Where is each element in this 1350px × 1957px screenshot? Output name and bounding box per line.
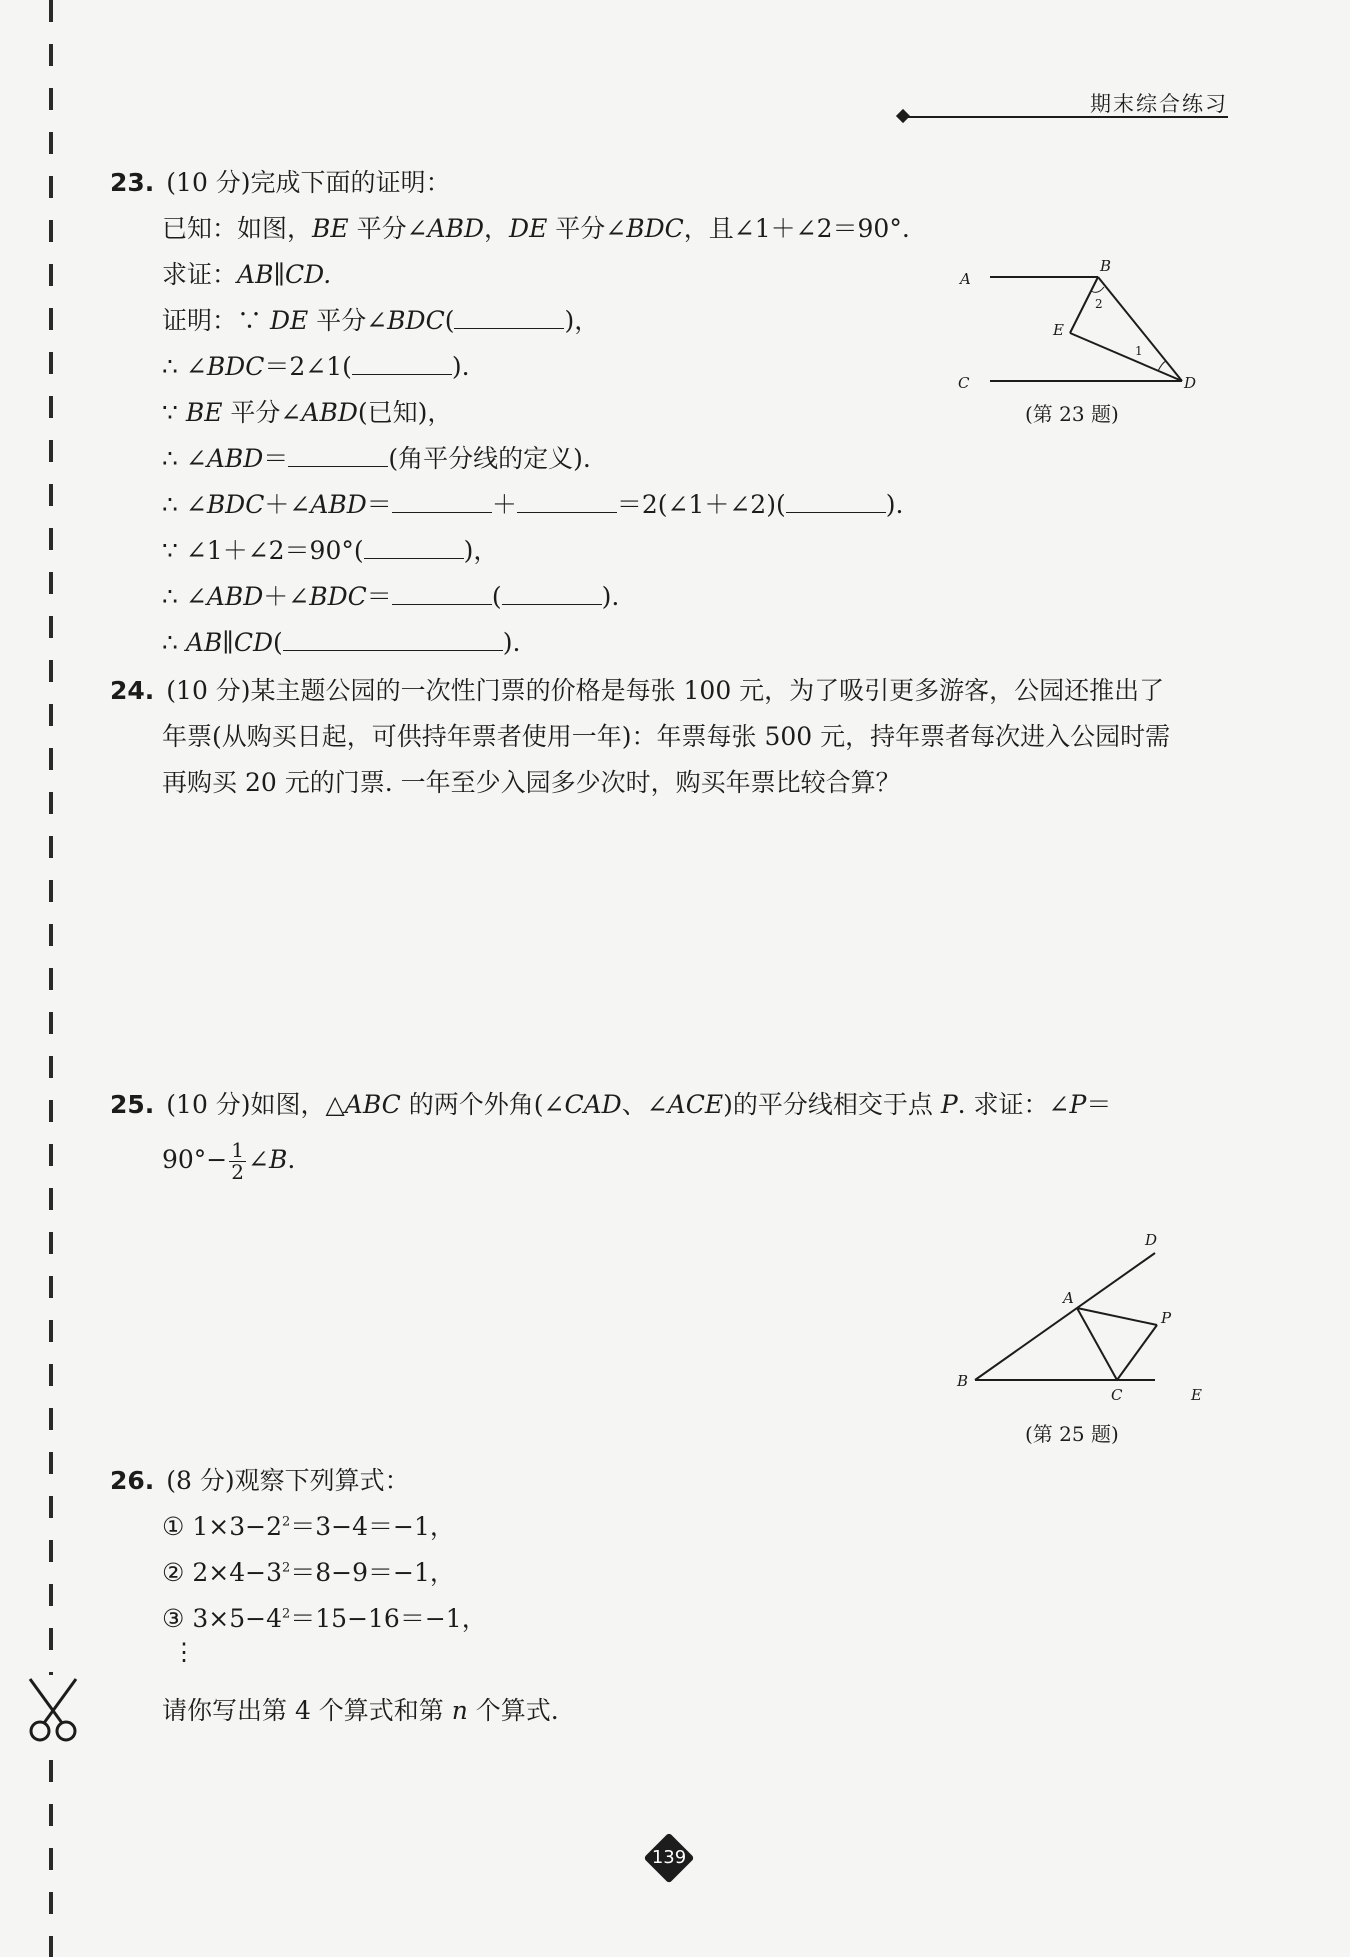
q25-line-2: 90°− $\frac{1}{2}$ ∠B. bbox=[162, 1138, 296, 1184]
q23-proof-line-3: ∵ BE 平分∠ABD(已知)， bbox=[162, 398, 453, 427]
q26-equation-1: ① $1\times 3-2^2=3-4=-1$， bbox=[162, 1512, 455, 1541]
q26-intro: 26. (8 分)观察下列算式： bbox=[110, 1466, 410, 1495]
q23-proof-line-2: ∴ ∠BDC＝2∠1( ). bbox=[162, 352, 470, 381]
header-rule bbox=[905, 116, 1228, 118]
q23-proof-line-6: ∵ ∠1＋∠2＝90°( )， bbox=[162, 536, 499, 565]
page-number-badge bbox=[647, 1836, 691, 1880]
fraction-one-half: $\frac{1}{2}$ bbox=[231, 1138, 244, 1184]
q23-figure bbox=[950, 255, 1210, 409]
fig25-label-b: B bbox=[957, 1372, 969, 1390]
answer-blank[interactable] bbox=[288, 444, 388, 467]
q23-prove: 求证：AB∥CD. bbox=[162, 260, 332, 289]
fig23-label-a: A bbox=[960, 270, 971, 288]
q23-proof-line-8: ∴ AB∥CD( ). bbox=[162, 628, 521, 657]
q25-figure bbox=[945, 1225, 1215, 1409]
q23-proof-line-7: ∴ ∠ABD＋∠BDC＝ ( ). bbox=[162, 582, 620, 611]
q23-intro: 23. (10 分)完成下面的证明： bbox=[110, 168, 451, 197]
vertical-ellipsis: ⋮ bbox=[172, 1638, 196, 1666]
fig23-label-angle-2: 2 bbox=[1095, 297, 1103, 311]
q24-line-3: 再购买 20 元的门票. 一年至少入园多少次时，购买年票比较合算？ bbox=[162, 768, 901, 797]
fig23-label-b: B bbox=[1100, 257, 1112, 275]
scissors-icon bbox=[22, 1675, 84, 1745]
fig25-label-a: A bbox=[1063, 1289, 1074, 1307]
answer-blank[interactable] bbox=[364, 536, 464, 559]
q24-line-2: 年票(从购买日起，可供持年票者使用一年)：年票每张 500 元，持年票者每次进入公园时需 bbox=[162, 722, 1171, 751]
answer-blank[interactable] bbox=[392, 582, 492, 605]
section-title: 期末综合练习 bbox=[1090, 92, 1228, 116]
q24-line-1: 24. (10 分)某主题公园的一次性门票的价格是每张 100 元，为了吸引更多游客，公园还推出了 bbox=[110, 676, 1165, 705]
q26-equation-2: ② $2\times 4-3^2=8-9=-1$， bbox=[162, 1558, 455, 1587]
answer-blank[interactable] bbox=[502, 582, 602, 605]
q26-equation-3: ③ $3\times 5-4^2=15-16=-1$， bbox=[162, 1604, 487, 1633]
q25-figure-caption: (第 25 题) bbox=[1025, 1422, 1119, 1446]
answer-blank[interactable] bbox=[786, 490, 886, 513]
fig25-label-e: E bbox=[1191, 1386, 1202, 1404]
fig25-label-p: P bbox=[1161, 1309, 1172, 1327]
fig23-label-c: C bbox=[958, 374, 970, 392]
q23-given: 已知：如图，BE 平分∠ABD，DE 平分∠BDC，且∠1＋∠2＝90°. bbox=[162, 214, 910, 243]
q23-figure-caption: (第 23 题) bbox=[1025, 402, 1119, 426]
answer-blank[interactable] bbox=[454, 306, 564, 329]
answer-blank[interactable] bbox=[517, 490, 617, 513]
page-number: 139 bbox=[651, 1847, 687, 1868]
q26-question: 请你写出第 4 个算式和第 n 个算式. bbox=[162, 1696, 559, 1725]
q23-proof-line-4: ∴ ∠ABD＝ (角平分线的定义). bbox=[162, 444, 591, 473]
fig23-label-angle-1: 1 bbox=[1135, 344, 1143, 358]
fig25-label-d: D bbox=[1145, 1231, 1158, 1249]
answer-blank[interactable] bbox=[283, 628, 503, 651]
answer-blank[interactable] bbox=[392, 490, 492, 513]
fig23-label-e: E bbox=[1053, 321, 1064, 339]
fig25-label-c: C bbox=[1111, 1386, 1123, 1404]
q25-line-1: 25. (10 分)如图，△ABC 的两个外角(∠CAD、∠ACE)的平分线相交于点 P. 求证：∠P＝ bbox=[110, 1090, 1112, 1119]
answer-blank[interactable] bbox=[352, 352, 452, 375]
q23-proof-line-5: ∴ ∠BDC＋∠ABD＝ ＋ ＝2(∠1＋∠2)( ). bbox=[162, 490, 904, 519]
fig23-label-d: D bbox=[1184, 374, 1197, 392]
q23-proof-line-1: 证明：∵ DE 平分∠BDC( )， bbox=[162, 306, 600, 335]
cut-line bbox=[49, 0, 53, 1957]
